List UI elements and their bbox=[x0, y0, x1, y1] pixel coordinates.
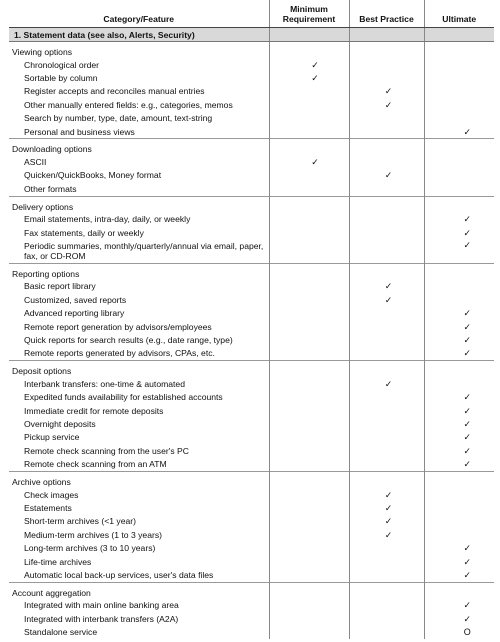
feature-row bbox=[9, 320, 494, 333]
feature-label: Remote check scanning from an ATM bbox=[24, 459, 167, 470]
mark-cell-min bbox=[269, 280, 349, 293]
feature-row bbox=[9, 515, 494, 528]
mark-cell-best bbox=[349, 612, 424, 625]
feature-label: Other manually entered fields: e.g., categories, memos bbox=[24, 99, 233, 110]
feature-label: Email statements, intra-day, daily, or weekly bbox=[24, 214, 191, 225]
feature-row bbox=[9, 347, 494, 361]
group-title-row bbox=[9, 263, 494, 280]
feature-row bbox=[9, 280, 494, 293]
feature-row bbox=[9, 377, 494, 390]
check-mark-icon: ✓ bbox=[463, 556, 472, 567]
check-mark-icon: ✓ bbox=[384, 294, 393, 305]
feature-row bbox=[9, 307, 494, 320]
check-mark-icon: ✓ bbox=[463, 308, 472, 319]
mark-cell-min bbox=[269, 457, 349, 471]
section-fill-min bbox=[269, 28, 349, 42]
group-title: Viewing options bbox=[12, 47, 73, 57]
mark-cell-best bbox=[349, 293, 424, 306]
mark-cell-best bbox=[349, 333, 424, 346]
mark-cell-min bbox=[269, 85, 349, 98]
mark-cell-ult bbox=[424, 444, 494, 457]
check-mark-icon: ✓ bbox=[311, 59, 319, 70]
mark-cell-ult bbox=[424, 71, 494, 84]
mark-cell-min bbox=[269, 501, 349, 514]
feature-label: Other formats bbox=[24, 183, 77, 194]
check-mark-icon: ✓ bbox=[463, 613, 472, 624]
feature-label: Overnight deposits bbox=[24, 419, 96, 429]
group-title-row bbox=[9, 471, 494, 488]
check-mark-icon: ✓ bbox=[463, 321, 472, 332]
mark-cell-best bbox=[349, 320, 424, 333]
mark-cell-best bbox=[349, 625, 424, 638]
group-cell-ult bbox=[424, 42, 494, 59]
mark-cell-min bbox=[269, 293, 349, 306]
check-mark-icon: ✓ bbox=[384, 378, 393, 389]
mark-cell-ult bbox=[424, 58, 494, 71]
feature-row bbox=[9, 239, 494, 263]
check-mark-icon: ✓ bbox=[311, 73, 319, 84]
section-fill-ult bbox=[424, 28, 494, 42]
mark-cell-best bbox=[349, 515, 424, 528]
mark-cell-min bbox=[269, 599, 349, 612]
mark-cell-ult bbox=[424, 125, 494, 139]
mark-cell-min bbox=[269, 347, 349, 361]
check-mark-icon: ✓ bbox=[384, 489, 393, 500]
group-title: Deposit options bbox=[9, 361, 269, 378]
mark-cell-min bbox=[269, 58, 349, 71]
feature-row bbox=[9, 293, 494, 306]
check-mark-icon: ✓ bbox=[463, 214, 472, 225]
mark-cell-best bbox=[349, 125, 424, 139]
mark-cell-best bbox=[349, 377, 424, 390]
mark-cell-min bbox=[269, 226, 349, 239]
group-cell-min bbox=[269, 471, 349, 488]
group-title: Downloading options bbox=[9, 139, 269, 156]
feature-row bbox=[9, 501, 494, 514]
section-header-row bbox=[9, 28, 494, 42]
feature-row bbox=[9, 555, 494, 568]
feature-label: Periodic summaries, monthly/quarterly/annual via email, paper, fax, or CD-ROM bbox=[24, 241, 264, 262]
feature-label: Chronological order bbox=[24, 59, 99, 70]
group-cell-best bbox=[349, 582, 424, 599]
check-mark-icon: ✓ bbox=[463, 227, 472, 238]
mark-cell-best bbox=[349, 528, 424, 541]
check-mark-icon: ✓ bbox=[463, 419, 472, 429]
feature-label: Integrated with interbank transfers (A2A) bbox=[24, 613, 179, 624]
mark-cell-min bbox=[269, 125, 349, 139]
check-mark-icon: ✓ bbox=[463, 348, 472, 359]
mark-cell-ult bbox=[424, 155, 494, 168]
check-mark-icon: ✓ bbox=[384, 99, 393, 110]
group-title: Archive options bbox=[9, 471, 269, 488]
mark-cell-ult bbox=[424, 377, 494, 390]
mark-cell-ult bbox=[424, 599, 494, 612]
group-cell-best bbox=[349, 42, 424, 59]
mark-cell-best bbox=[349, 555, 424, 568]
check-mark-icon: ✓ bbox=[384, 516, 393, 527]
feature-label: Remote report generation by advisors/employees bbox=[24, 321, 212, 332]
group-cell-ult bbox=[424, 582, 494, 599]
mark-cell-best bbox=[349, 182, 424, 196]
mark-cell-best bbox=[349, 112, 424, 125]
mark-cell-best bbox=[349, 417, 424, 430]
mark-cell-min bbox=[269, 71, 349, 84]
feature-label: Sortable by column bbox=[24, 73, 98, 84]
mark-cell-min bbox=[269, 239, 349, 263]
mark-cell-min bbox=[269, 320, 349, 333]
mark-cell-best bbox=[349, 404, 424, 417]
mark-cell-min bbox=[269, 488, 349, 501]
group-cell-best bbox=[349, 471, 424, 488]
mark-cell-ult bbox=[424, 213, 494, 226]
feature-row bbox=[9, 431, 494, 444]
feature-label: ASCII bbox=[24, 157, 47, 168]
mark-cell-best bbox=[349, 541, 424, 554]
feature-row bbox=[9, 541, 494, 554]
mark-cell-ult bbox=[424, 555, 494, 568]
feature-row bbox=[9, 391, 494, 404]
mark-cell-ult bbox=[424, 347, 494, 361]
feature-row bbox=[9, 488, 494, 501]
mark-cell-ult bbox=[424, 98, 494, 111]
check-mark-icon: ✓ bbox=[463, 600, 472, 611]
feature-row bbox=[9, 226, 494, 239]
group-cell-min bbox=[269, 42, 349, 59]
feature-label: Quick reports for search results (e.g., date range, type) bbox=[24, 335, 233, 346]
mark-cell-min bbox=[269, 417, 349, 430]
check-mark-icon: ✓ bbox=[384, 281, 393, 292]
mark-cell-best bbox=[349, 391, 424, 404]
check-mark-icon: ✓ bbox=[384, 529, 393, 540]
mark-cell-min bbox=[269, 213, 349, 226]
mark-cell-best bbox=[349, 169, 424, 182]
group-cell-best bbox=[349, 139, 424, 156]
check-mark-icon: ✓ bbox=[463, 432, 472, 443]
feature-label: Remote check scanning from the user's PC bbox=[24, 445, 189, 456]
mark-cell-ult bbox=[424, 169, 494, 182]
group-cell-ult bbox=[424, 139, 494, 156]
mark-cell-best bbox=[349, 599, 424, 612]
feature-matrix-body bbox=[9, 28, 494, 639]
mark-cell-best bbox=[349, 85, 424, 98]
mark-cell-min bbox=[269, 112, 349, 125]
check-mark-icon: ✓ bbox=[384, 86, 393, 97]
mark-cell-ult bbox=[424, 307, 494, 320]
feature-label: Pickup service bbox=[24, 432, 80, 443]
mark-cell-best bbox=[349, 501, 424, 514]
mark-cell-min bbox=[269, 377, 349, 390]
group-cell-min bbox=[269, 361, 349, 378]
mark-cell-ult bbox=[424, 568, 494, 582]
mark-cell-min bbox=[269, 182, 349, 196]
group-cell-ult bbox=[424, 196, 494, 213]
header-minimum-requirement: Minimum Requirement bbox=[269, 0, 349, 28]
mark-cell-ult bbox=[424, 501, 494, 514]
check-mark-icon: ✓ bbox=[463, 126, 472, 137]
group-cell-min bbox=[269, 196, 349, 213]
mark-cell-min bbox=[269, 515, 349, 528]
feature-label: Advanced reporting library bbox=[24, 308, 125, 319]
mark-cell-min bbox=[269, 431, 349, 444]
feature-label: Register accepts and reconciles manual entries bbox=[24, 86, 205, 97]
check-mark-icon: ✓ bbox=[463, 392, 472, 403]
circle-mark: O bbox=[463, 627, 471, 638]
section-fill-best bbox=[349, 28, 424, 42]
check-mark-icon: ✓ bbox=[463, 543, 472, 554]
feature-row bbox=[9, 58, 494, 71]
group-title: Delivery options bbox=[9, 196, 269, 213]
mark-cell-best bbox=[349, 568, 424, 582]
mark-cell-min bbox=[269, 404, 349, 417]
mark-cell-ult bbox=[424, 320, 494, 333]
mark-cell-best bbox=[349, 98, 424, 111]
mark-cell-ult bbox=[424, 612, 494, 625]
mark-cell-min bbox=[269, 98, 349, 111]
feature-row bbox=[9, 444, 494, 457]
feature-label: Automatic local back-up services, user's data files bbox=[24, 569, 214, 580]
mark-cell-min bbox=[269, 541, 349, 554]
mark-cell-ult bbox=[424, 488, 494, 501]
mark-cell-ult bbox=[424, 333, 494, 346]
mark-cell-ult bbox=[424, 112, 494, 125]
group-cell-min bbox=[269, 582, 349, 599]
mark-cell-min bbox=[269, 169, 349, 182]
mark-cell-ult bbox=[424, 239, 494, 263]
check-mark-icon: ✓ bbox=[384, 170, 393, 181]
feature-label: Life-time archives bbox=[24, 556, 92, 567]
mark-cell-ult bbox=[424, 417, 494, 430]
mark-cell-min bbox=[269, 307, 349, 320]
mark-cell-ult bbox=[424, 226, 494, 239]
feature-row bbox=[9, 182, 494, 196]
feature-row bbox=[9, 98, 494, 111]
feature-label: Search by number, type, date, amount, text-string bbox=[24, 113, 213, 124]
feature-label: Customized, saved reports bbox=[24, 294, 127, 305]
mark-cell-best bbox=[349, 444, 424, 457]
mark-cell-best bbox=[349, 58, 424, 71]
mark-cell-ult bbox=[424, 85, 494, 98]
mark-cell-ult bbox=[424, 541, 494, 554]
mark-cell-min bbox=[269, 528, 349, 541]
mark-cell-ult bbox=[424, 457, 494, 471]
feature-row bbox=[9, 112, 494, 125]
group-title-row bbox=[9, 582, 494, 599]
group-cell-min bbox=[269, 139, 349, 156]
mark-cell-best bbox=[349, 347, 424, 361]
group-title-row bbox=[9, 139, 494, 156]
feature-row bbox=[9, 599, 494, 612]
feature-row bbox=[9, 528, 494, 541]
mark-cell-best bbox=[349, 280, 424, 293]
check-mark-icon: ✓ bbox=[463, 459, 472, 470]
mark-cell-best bbox=[349, 457, 424, 471]
feature-row bbox=[9, 85, 494, 98]
group-title: Reporting options bbox=[9, 263, 269, 280]
feature-row bbox=[9, 404, 494, 417]
mark-cell-best bbox=[349, 71, 424, 84]
group-title: Account aggregation bbox=[9, 582, 269, 599]
feature-label: Interbank transfers: one-time & automated bbox=[24, 378, 185, 389]
group-title-row bbox=[9, 361, 494, 378]
feature-row bbox=[9, 333, 494, 346]
mark-cell-min bbox=[269, 155, 349, 168]
group-cell-ult bbox=[424, 471, 494, 488]
check-mark-icon: ✓ bbox=[463, 240, 472, 251]
check-mark-icon: ✓ bbox=[463, 569, 472, 580]
feature-label: Personal and business views bbox=[24, 126, 135, 137]
feature-label: Long-term archives (3 to 10 years) bbox=[24, 543, 156, 554]
mark-cell-min bbox=[269, 391, 349, 404]
group-title-row bbox=[9, 42, 494, 59]
mark-cell-ult bbox=[424, 391, 494, 404]
header-best-practice: Best Practice bbox=[349, 0, 424, 28]
feature-row bbox=[9, 417, 494, 430]
mark-cell-min bbox=[269, 444, 349, 457]
feature-row bbox=[9, 71, 494, 84]
mark-cell-min bbox=[269, 568, 349, 582]
feature-row bbox=[9, 625, 494, 638]
mark-cell-best bbox=[349, 226, 424, 239]
mark-cell-best bbox=[349, 488, 424, 501]
header-row bbox=[9, 0, 494, 28]
feature-label: Medium-term archives (1 to 3 years) bbox=[24, 529, 163, 540]
check-mark-icon: ✓ bbox=[463, 405, 472, 416]
feature-label: Estatements bbox=[24, 502, 72, 513]
section-title: 1. Statement data (see also, Alerts, Security) bbox=[9, 28, 269, 42]
group-cell-ult bbox=[424, 263, 494, 280]
feature-label: Remote reports generated by advisors, CPAs, etc. bbox=[24, 348, 215, 359]
feature-label: Fax statements, daily or weekly bbox=[24, 227, 144, 238]
mark-cell-min bbox=[269, 333, 349, 346]
check-mark-icon: ✓ bbox=[311, 157, 319, 168]
feature-label: Basic report library bbox=[24, 281, 96, 292]
mark-cell-ult bbox=[424, 293, 494, 306]
check-mark-icon: ✓ bbox=[463, 445, 472, 456]
group-cell-ult bbox=[424, 361, 494, 378]
feature-row bbox=[9, 169, 494, 182]
mark-cell-ult bbox=[424, 182, 494, 196]
feature-label: Check images bbox=[24, 489, 79, 500]
group-cell-best bbox=[349, 361, 424, 378]
feature-row bbox=[9, 612, 494, 625]
mark-cell-ult bbox=[424, 431, 494, 444]
feature-row bbox=[9, 213, 494, 226]
feature-label: Standalone service bbox=[24, 627, 98, 638]
mark-cell-best bbox=[349, 431, 424, 444]
mark-cell-ult bbox=[424, 515, 494, 528]
mark-cell-best bbox=[349, 239, 424, 263]
feature-row bbox=[9, 155, 494, 168]
group-cell-min bbox=[269, 263, 349, 280]
mark-cell-ult bbox=[424, 528, 494, 541]
mark-cell-ult bbox=[424, 625, 494, 638]
header-ultimate: Ultimate bbox=[424, 0, 494, 28]
group-title-row bbox=[9, 196, 494, 213]
feature-row bbox=[9, 568, 494, 582]
header-category: Category/Feature bbox=[9, 0, 269, 28]
feature-label: Integrated with main online banking area bbox=[24, 600, 179, 611]
mark-cell-ult bbox=[424, 280, 494, 293]
feature-row bbox=[9, 125, 494, 139]
check-mark-icon: ✓ bbox=[463, 335, 472, 346]
mark-cell-min bbox=[269, 555, 349, 568]
mark-cell-best bbox=[349, 307, 424, 320]
mark-cell-best bbox=[349, 213, 424, 226]
feature-label: Immediate credit for remote deposits bbox=[24, 405, 164, 416]
feature-row bbox=[9, 457, 494, 471]
mark-cell-min bbox=[269, 625, 349, 638]
feature-label: Expedited funds availability for established accounts bbox=[24, 392, 223, 403]
group-cell-best bbox=[349, 263, 424, 280]
feature-label: Quicken/QuickBooks, Money format bbox=[24, 170, 162, 181]
feature-label: Short-term archives (<1 year) bbox=[24, 516, 136, 527]
group-cell-best bbox=[349, 196, 424, 213]
mark-cell-min bbox=[269, 612, 349, 625]
check-mark-icon: ✓ bbox=[384, 502, 393, 513]
mark-cell-best bbox=[349, 155, 424, 168]
feature-matrix-table bbox=[9, 0, 494, 639]
mark-cell-ult bbox=[424, 404, 494, 417]
